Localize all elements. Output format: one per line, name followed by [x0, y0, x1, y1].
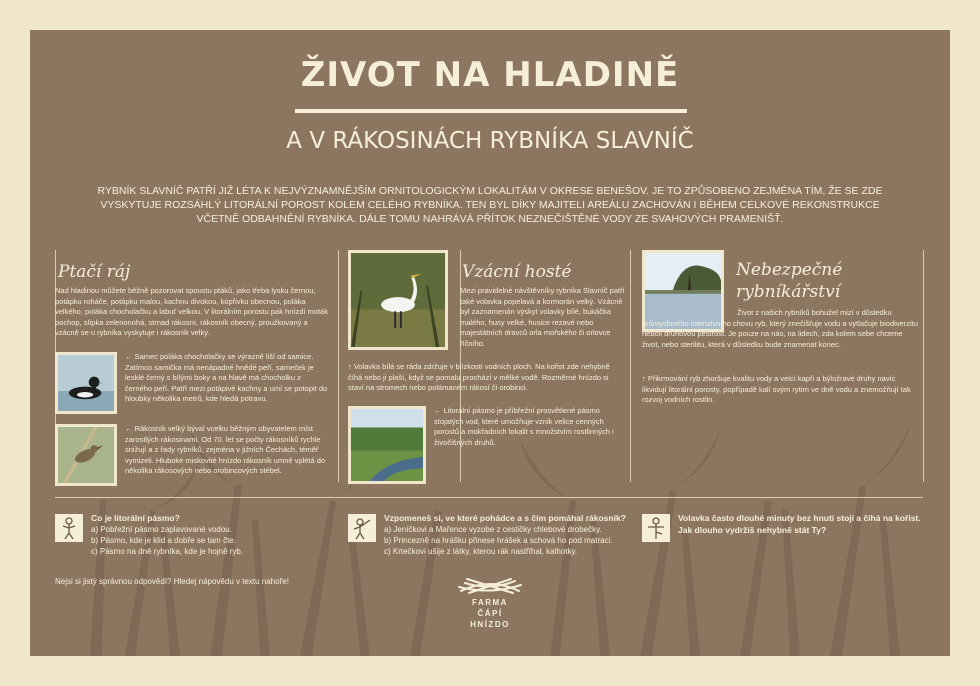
- quiz2-question: Vzpomeneš si, ve které pohádce a s čím pomáhal rákosník?: [384, 513, 626, 523]
- quiz3-statement: Volavka často dlouhé minuty bez hnutí stojí a číhá na kořist.: [678, 513, 921, 523]
- nest-logo-icon: [455, 575, 525, 597]
- section-body-rare-guests: Mezi pravidelné návštěvníky rybníka Slavníč patří také volavka popelavá a kormorán velký. Vzácně byl zaznamenán výskyt volavky bílé, bukáčka malého, husy velké, husice rezavé nebo majestátních dravců orla mořského či orlovce říčního.: [460, 286, 625, 348]
- quiz3-question: Jak dlouho vydržíš nehybně stát Ty?: [678, 525, 827, 535]
- caption-great-egret: ↑ Volavka bílá se ráda zdržuje v blízkosti vodních ploch. Na kořist zde nehybně číhá nebo ji plaší, když se pomalu prochází v mělké vodě. Rozměrné hnízdo si staví na stromech nebo polámaném rákosí či orobinci.: [348, 362, 610, 392]
- section-heading-dangerous-fish-farming-2: rybníkářství: [736, 282, 841, 302]
- info-board: [30, 30, 950, 656]
- title-divider: [295, 109, 687, 113]
- section-heading-bird-paradise: Ptačí ráj: [58, 262, 131, 282]
- section-body-bird-paradise: Nad hladinou můžete běžně pozorovat spoustu ptáků, jako třeba lysku černou, potápku roháče, potápku malou, kachnu divokou, kopřivku obecnou, poláka velkého, poláka chocholačku a labuť velkou. V litorálním porostu pak hnízdí moták pochop, slípka zelenonohá, strnad rákosní, rákosník obecný, proužkovaný a vzácně se u rybníka vyskytuje i rákosník velký.: [55, 286, 328, 337]
- quiz2-answer-a: a) Jeníčkovi a Mařence vyzobe z cestičky chlebové drobečky.: [384, 525, 602, 534]
- intro-paragraph: RYBNÍK SLAVNÍČ PATŘÍ JIŽ LÉTA K NEJVÝZNAMNĚJŠÍM ORNITOLOGICKÝM LOKALITÁM V OKRESE BENEŠOV. JE TO ZPŮSOBENO ZEJMÉNA TÍM, ŽE SE ZDE VYSKYTUJE ROZSÁHLÝ LITORÁLNÍ POROST KOLEM CELÉHO RYBNÍKA. TEN BYL DÍKY MAJITELI AREÁLU ZACHOVÁN I BĚHEM CELKOVÉ REKONSTRUKCE VČETNĚ ODBAHNĚNÍ RYBNÍKA. DÁLE TOMU NAHRÁVÁ PŘÍTOK NEZNEČIŠTĚNÉ VODY ZE SVAHOVÝCH PRAMENIŠŤ.: [97, 185, 883, 225]
- photo-great-egret: [348, 250, 448, 350]
- quiz2-answer-c: c) Krtečkovi ušije z látky, kterou rák nastříhal, kalhotky.: [384, 547, 578, 556]
- caption-fish-feeding: ↑ Přikrmování ryb zhoršuje kvalitu vody a velcí kapři a býložravé druhy navíc likvidují litorální porosty, popřípadě kalí svým rytím ve dně vodu a znemožňují tak rozvoj vodních rostlin.: [642, 374, 911, 404]
- child-balancing-icon: [642, 514, 670, 542]
- quiz1-answer-c: c) Pásmo na dně rybníka, kde je hojně ryb.: [91, 547, 244, 556]
- photo-great-reed-warbler: [55, 424, 117, 486]
- section-heading-dangerous-fish-farming-1: Nebezpečné: [736, 260, 843, 280]
- quiz2-answer-b: b) Princezně na hrášku přinese hrášek a schová ho pod matraci.: [384, 536, 613, 545]
- child-reaching-icon: [348, 514, 376, 542]
- logo-line-1: FARMA: [472, 598, 508, 607]
- section-body-dangerous-fish-farming: Život z našich rybníků bohužel mizí v důsledku průmyslového intenzivního chovu ryb, který znečišťuje vodu a vytlačuje biodiverzitu neboli druhovou pestrost. Je pouze na nás, na lidech, zda kolem sebe chceme život, nebo sterilitu, která v důsledku bude znamenat konec.: [642, 308, 918, 349]
- section-divider: [55, 497, 923, 498]
- logo-line-2: ČÁPÍ: [477, 609, 503, 618]
- caption-littoral-zone: ← Litorální pásmo je příbřežní prosvětlené pásmo stojatých vod, které umožňuje vznik velice cenných porostů a mokřadních lokalit s množstvím rostlinných i živočišných druhů.: [434, 406, 614, 447]
- column-divider: [630, 250, 631, 482]
- caption-great-reed-warbler: ← Rákosník velký býval vcelku běžným obyvatelem míst zarostlých rákosinami. Od 70. let se počty rákosníků rychle snižují a z řady rybníků, zejména v jižních Čechách, téměř vymizeli. Hluboké miskovité hnízdo rákosník umně vplétá do několika rákosových nebo orobincových stébel.: [125, 424, 326, 475]
- quiz1-answer-b: b) Pásmo, kde je klid a dobře se tam čte.: [91, 536, 236, 545]
- column-divider: [338, 250, 339, 482]
- quiz-hint: Nejsi si jistý správnou odpovědí? Hledej nápovědu v textu nahoře!: [55, 577, 289, 586]
- page-subtitle: A V RÁKOSINÁCH RYBNÍKA SLAVNÍČ: [286, 128, 694, 154]
- column-divider: [923, 250, 924, 482]
- logo-line-3: HNÍZDO: [470, 620, 510, 629]
- section-heading-rare-guests: Vzácní hosté: [462, 262, 572, 282]
- quiz1-question: Co je litorální pásmo?: [91, 513, 180, 523]
- photo-littoral-zone: [348, 406, 426, 484]
- farma-capi-hnizdo-logo: [455, 575, 525, 630]
- page-title: ŽIVOT NA HLADINĚ: [300, 55, 680, 95]
- caption-tufted-duck: ← Samec poláka chocholačky se výrazně liší od samice. Zatímco samička má nenápadné hnědé peří, sameček je lesklé černý s bílými boky a na hlavě má chocholku z černého peří. Patří mezi potápivé kachny a umí se potopit do hloubky několika metrů, kde hledá potravu.: [125, 352, 328, 403]
- quiz1-answer-a: a) Pobřežní pásmo zaplavované vodou.: [91, 525, 232, 534]
- child-figure-icon: [55, 514, 83, 542]
- photo-tufted-duck: [55, 352, 117, 414]
